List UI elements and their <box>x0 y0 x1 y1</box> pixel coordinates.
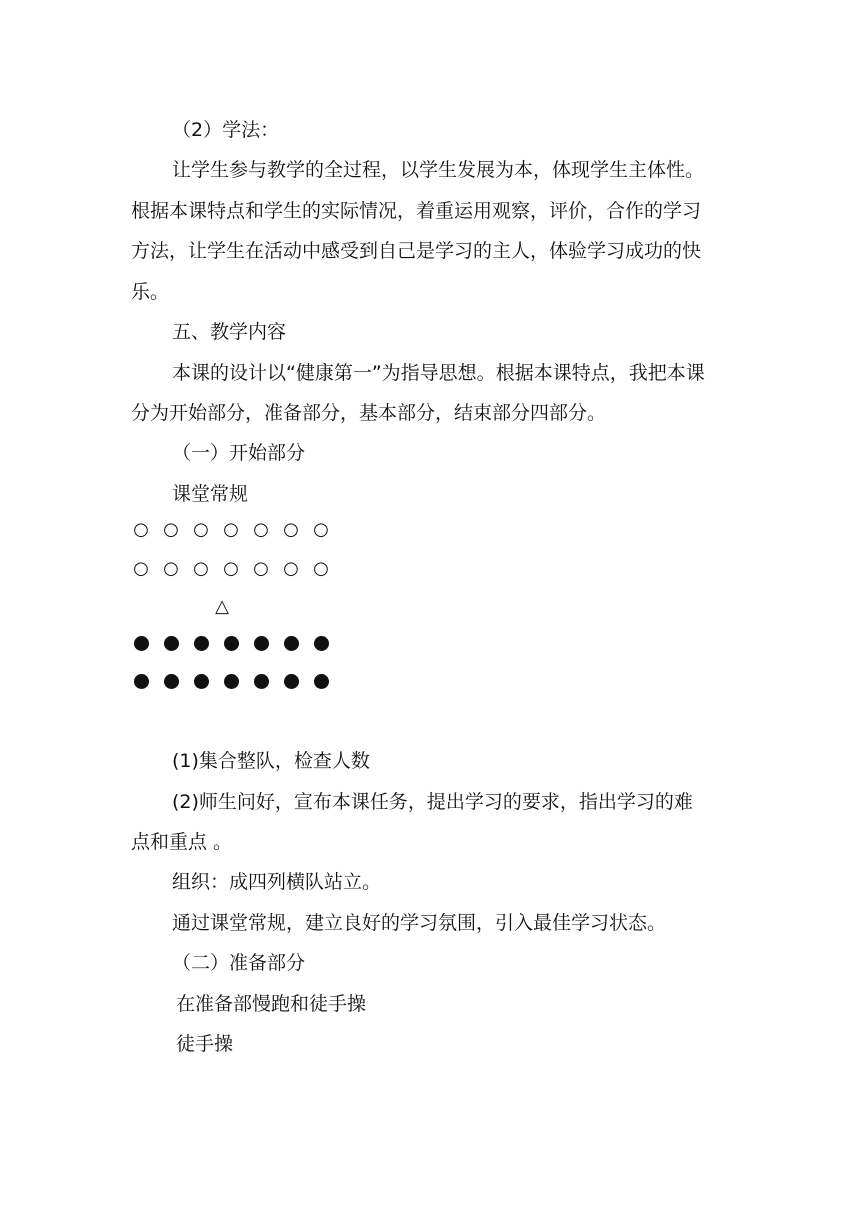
step-2-line-1: (2)师生问好，宣布本课任务，提出学习的要求，指出学习的难 <box>172 791 693 813</box>
student-hollow-circle: ○ <box>313 519 329 540</box>
section-teaching-content: 五、教学内容 <box>172 321 287 343</box>
student-filled-circle <box>134 636 149 651</box>
student-hollow-circle: ○ <box>223 519 239 540</box>
routine-note: 通过课堂常规，建立良好的学习氛围，引入最佳学习状态。 <box>172 912 667 934</box>
freehand-exercise-text: 徒手操 <box>176 1033 234 1055</box>
study-paragraph-line-1: 让学生参与教学的全过程，以学生发展为本，体现学生主体性。 <box>172 159 705 181</box>
step-2-line-2: 点和重点 。 <box>131 831 233 853</box>
student-filled-circle <box>284 636 299 651</box>
content-paragraph-line-1: 本课的设计以“健康第一”为指导思想。根据本课特点，我把本课 <box>172 362 705 384</box>
study-paragraph-line-3: 方法，让学生在活动中感受到自己是学习的主人，体验学习成功的快 <box>131 240 702 262</box>
student-filled-circle <box>224 636 239 651</box>
student-filled-circle <box>254 674 269 689</box>
section-study-method: （2）学法： <box>172 119 280 141</box>
content-paragraph-line-2: 分为开始部分，准备部分，基本部分，结束部分四部分。 <box>131 402 607 424</box>
student-filled-circle <box>164 636 179 651</box>
student-hollow-circle: ○ <box>313 558 329 579</box>
student-hollow-circle: ○ <box>193 558 209 579</box>
warmup-text: 在准备部慢跑和徒手操 <box>176 993 367 1015</box>
student-filled-circle <box>194 636 209 651</box>
student-hollow-circle: ○ <box>163 558 179 579</box>
student-filled-circle <box>314 674 329 689</box>
student-hollow-circle: ○ <box>133 519 149 540</box>
part-one-title: （一）开始部分 <box>172 442 306 464</box>
student-filled-circle <box>254 636 269 651</box>
student-hollow-circle: ○ <box>163 519 179 540</box>
student-hollow-circle: ○ <box>283 558 299 579</box>
student-hollow-circle: ○ <box>193 519 209 540</box>
student-hollow-circle: ○ <box>253 558 269 579</box>
student-filled-circle <box>194 674 209 689</box>
student-hollow-circle: ○ <box>283 519 299 540</box>
student-hollow-circle: ○ <box>223 558 239 579</box>
student-filled-circle <box>134 674 149 689</box>
part-two-title: （二）准备部分 <box>172 952 306 974</box>
student-filled-circle <box>164 674 179 689</box>
student-filled-circle <box>314 636 329 651</box>
student-hollow-circle: ○ <box>133 558 149 579</box>
organize-text: 组织：成四列横队站立。 <box>172 871 382 893</box>
student-filled-circle <box>284 674 299 689</box>
step-1: (1)集合整队，检查人数 <box>172 750 370 772</box>
student-hollow-circle: ○ <box>253 519 269 540</box>
student-filled-circle <box>224 674 239 689</box>
study-paragraph-line-4: 乐。 <box>131 281 170 303</box>
study-paragraph-line-2: 根据本课特点和学生的实际情况，着重运用观察，评价，合作的学习 <box>131 200 702 222</box>
routine-title: 课堂常规 <box>172 483 249 505</box>
teacher-triangle: △ <box>215 596 229 617</box>
